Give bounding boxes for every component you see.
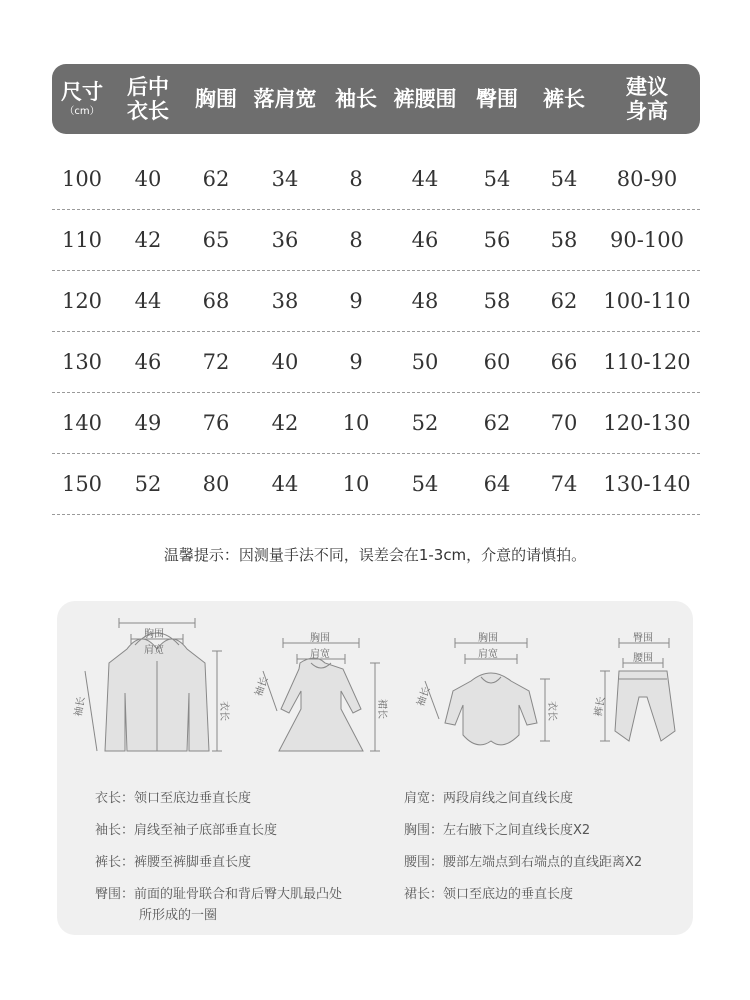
cell: 56 xyxy=(483,227,511,252)
cell: 62 xyxy=(483,410,511,435)
cell: 54 xyxy=(550,166,578,191)
header-pants-length: 裤长 xyxy=(543,86,585,111)
dress-chest-label: 胸围 xyxy=(310,633,330,644)
definition-item: 袖长：肩线至袖子底部垂直长度 xyxy=(95,823,278,838)
cell: 70 xyxy=(550,410,578,435)
cell: 110 xyxy=(61,227,103,252)
cell: 80-90 xyxy=(616,166,678,191)
cell: 40 xyxy=(134,166,162,191)
definition-item: 腰围：腰部左端点到右端点的直线距离X2 xyxy=(404,855,643,870)
header-sleeve: 袖长 xyxy=(335,86,377,111)
measurement-guide-panel xyxy=(57,601,693,935)
cell: 38 xyxy=(271,288,299,313)
pants-hip-label: 臀围 xyxy=(633,633,653,644)
header-shoulder: 落肩宽 xyxy=(253,86,317,111)
definition-item: 肩宽：两段肩线之间直线长度 xyxy=(404,791,574,806)
cell: 36 xyxy=(271,227,299,252)
header-size: 尺寸 （cm） xyxy=(61,80,103,118)
garment-diagrams xyxy=(57,601,693,771)
table-row xyxy=(52,209,700,271)
cell: 150 xyxy=(61,471,103,496)
jacket-shoulder-label: 肩宽 xyxy=(144,645,164,656)
romper-chest-label: 胸围 xyxy=(478,633,498,644)
table-row xyxy=(52,270,700,332)
cell: 9 xyxy=(349,288,363,313)
cell: 80 xyxy=(202,471,230,496)
cell: 68 xyxy=(202,288,230,313)
cell: 60 xyxy=(483,349,511,374)
definition-item: 臀围：前面的耻骨联合和背后臀大肌最凸处 所形成的一圈 xyxy=(95,887,343,923)
cell: 64 xyxy=(483,471,511,496)
header-waist: 裤腰围 xyxy=(393,86,457,111)
cell: 58 xyxy=(483,288,511,313)
cell: 54 xyxy=(483,166,511,191)
cell: 48 xyxy=(411,288,439,313)
table-row xyxy=(52,392,700,454)
romper-sleeve-label: 袖长 xyxy=(415,685,433,709)
cell: 44 xyxy=(134,288,162,313)
cell: 8 xyxy=(349,166,363,191)
table-header xyxy=(52,64,700,134)
cell: 120 xyxy=(61,288,103,313)
measurement-tip: 温馨提示：因测量手法不同，误差会在1-3cm，介意的请慎拍。 xyxy=(163,546,587,564)
header-chest: 胸围 xyxy=(195,86,237,111)
pants-waist-label: 腰围 xyxy=(633,653,653,664)
header-back-length: 后中 衣长 xyxy=(127,74,169,123)
cell: 62 xyxy=(202,166,230,191)
cell: 74 xyxy=(550,471,578,496)
cell: 40 xyxy=(271,349,299,374)
jacket-sleeve-label: 袖长 xyxy=(73,695,88,718)
cell: 44 xyxy=(271,471,299,496)
cell: 42 xyxy=(271,410,299,435)
cell: 65 xyxy=(202,227,230,252)
cell: 120-130 xyxy=(603,410,691,435)
cell: 130 xyxy=(61,349,103,374)
cell: 100-110 xyxy=(603,288,691,313)
jacket-length-label: 衣长 xyxy=(218,701,229,721)
table-row xyxy=(52,331,700,393)
cell: 72 xyxy=(202,349,230,374)
pants-length-label: 裤长 xyxy=(593,695,608,718)
cell: 66 xyxy=(550,349,578,374)
definition-item: 裤长：裤腰至裤脚垂直长度 xyxy=(95,855,252,870)
cell: 34 xyxy=(271,166,299,191)
cell: 50 xyxy=(411,349,439,374)
header-hip: 臀围 xyxy=(476,86,518,111)
cell: 76 xyxy=(202,410,230,435)
cell: 100 xyxy=(61,166,103,191)
cell: 44 xyxy=(411,166,439,191)
cell: 49 xyxy=(134,410,162,435)
definition-item: 衣长：领口至底边垂直长度 xyxy=(95,791,252,806)
romper-shoulder-label: 肩宽 xyxy=(478,649,498,660)
cell: 130-140 xyxy=(603,471,691,496)
dress-sleeve-label: 袖长 xyxy=(253,675,271,699)
cell: 9 xyxy=(349,349,363,374)
cell: 46 xyxy=(411,227,439,252)
cell: 140 xyxy=(61,410,103,435)
cell: 10 xyxy=(342,471,370,496)
table-row xyxy=(52,453,700,515)
cell: 54 xyxy=(411,471,439,496)
header-height: 建议 身高 xyxy=(626,74,668,123)
jacket-chest-label: 胸围 xyxy=(144,629,164,640)
dress-skirt-label: 裙长 xyxy=(376,699,387,719)
cell: 46 xyxy=(134,349,162,374)
cell: 52 xyxy=(134,471,162,496)
cell: 110-120 xyxy=(603,349,691,374)
cell: 90-100 xyxy=(610,227,684,252)
cell: 8 xyxy=(349,227,363,252)
romper-length-label: 衣长 xyxy=(546,701,557,721)
definition-item: 裙长：领口至底边的垂直长度 xyxy=(404,887,574,902)
definition-item: 胸围：左右腋下之间直线长度X2 xyxy=(404,823,591,838)
cell: 52 xyxy=(411,410,439,435)
dress-shoulder-label: 肩宽 xyxy=(310,649,330,660)
table-row xyxy=(52,148,700,210)
cell: 58 xyxy=(550,227,578,252)
cell: 10 xyxy=(342,410,370,435)
cell: 62 xyxy=(550,288,578,313)
cell: 42 xyxy=(134,227,162,252)
